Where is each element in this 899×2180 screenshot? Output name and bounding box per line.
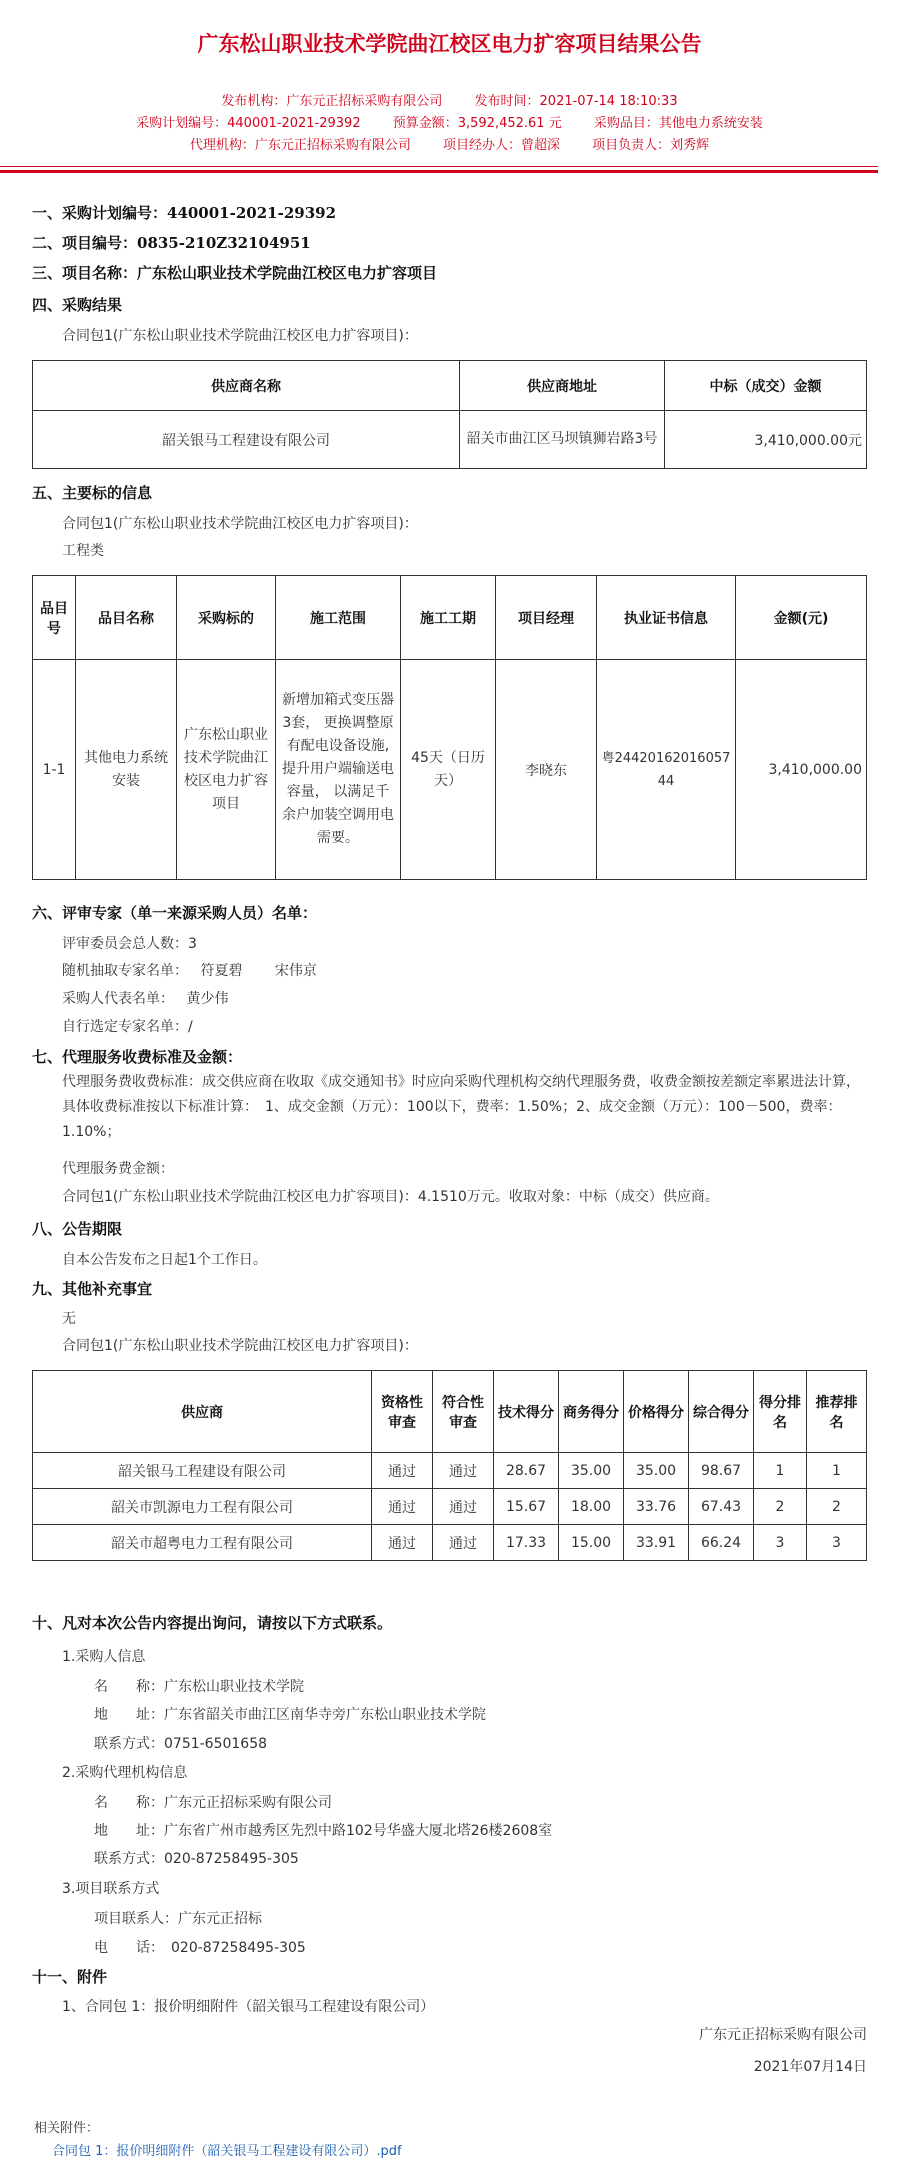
plan-number: 采购计划编号：440001-2021-29392 xyxy=(136,116,361,131)
buyer-info-title: 1.采购人信息 xyxy=(62,1649,146,1665)
cell-recommend-rank: 3 xyxy=(807,1525,867,1561)
cell-total: 67.43 xyxy=(689,1489,754,1525)
cell-item-name: 其他电力系统安装 xyxy=(76,660,177,880)
cell-total: 66.24 xyxy=(689,1525,754,1561)
cell-recommend-rank: 2 xyxy=(807,1489,867,1525)
cell-award-amount: 3,410,000.00元 xyxy=(665,411,867,469)
cell-procurement-subject: 广东松山职业技术学院曲江校区电力扩容项目 xyxy=(177,660,276,880)
th-total-score: 综合得分 xyxy=(689,1371,754,1453)
score-table xyxy=(32,1370,867,1561)
th-supplier-address: 供应商地址 xyxy=(460,361,665,411)
fee-amount: 合同包1(广东松山职业技术学院曲江校区电力扩容项目)：4.1510万元。收取对象：中标（成交）供应商。 xyxy=(62,1189,719,1205)
cell-technical: 28.67 xyxy=(494,1453,559,1489)
cell-supplier-name: 韶关银马工程建设有限公司 xyxy=(33,411,460,469)
section-other-heading: 九、其他补充事宜 xyxy=(32,1280,153,1298)
cell-project-manager: 李晓东 xyxy=(496,660,597,880)
cell-compliance: 通过 xyxy=(433,1489,494,1525)
cell-amount: 3,410,000.00 xyxy=(736,660,867,880)
other-none: 无 xyxy=(62,1311,76,1327)
cell-score-rank: 2 xyxy=(754,1489,807,1525)
th-award-amount: 中标（成交）金额 xyxy=(665,361,867,411)
section-period-heading: 八、公告期限 xyxy=(32,1220,123,1238)
th-construction-period: 施工工期 xyxy=(401,576,496,660)
section-plan-number: 一、采购计划编号：440001-2021-29392 xyxy=(32,204,337,222)
section-project-number: 二、项目编号：0835-210Z32104951 xyxy=(32,234,311,252)
buyer-rep-name: 黄少伟 xyxy=(186,991,229,1007)
table-row xyxy=(33,660,867,880)
th-technical-score: 技术得分 xyxy=(494,1371,559,1453)
th-compliance-review: 符合性审查 xyxy=(433,1371,494,1453)
th-amount: 金额(元) xyxy=(736,576,867,660)
th-business-score: 商务得分 xyxy=(559,1371,624,1453)
project-contact-person: 项目联系人：广东元正招标 xyxy=(94,1911,262,1927)
project-leader: 项目负责人：刘秀辉 xyxy=(592,138,710,153)
meta-row-2 xyxy=(0,112,899,131)
agent-phone: 联系方式：020-87258495-305 xyxy=(94,1851,299,1867)
project-manager: 项目经办人：曾超深 xyxy=(442,138,560,153)
agent-name: 名 称：广东元正招标采购有限公司 xyxy=(94,1795,332,1811)
score-table-header xyxy=(33,1371,867,1453)
meta-row-1 xyxy=(0,90,899,109)
section-project-name: 三、项目名称：广东松山职业技术学院曲江校区电力扩容项目 xyxy=(32,264,438,282)
cell-technical: 17.33 xyxy=(494,1525,559,1561)
cell-supplier: 韶关银马工程建设有限公司 xyxy=(33,1453,372,1489)
fee-amount-label: 代理服务费金额： xyxy=(62,1161,174,1177)
random-experts-row xyxy=(62,960,317,980)
th-score-rank: 得分排名 xyxy=(754,1371,807,1453)
section-result-heading: 四、采购结果 xyxy=(32,296,123,314)
cell-qualification: 通过 xyxy=(372,1525,433,1561)
cell-qualification: 通过 xyxy=(372,1453,433,1489)
result-table-header xyxy=(33,361,867,411)
th-recommend-rank: 推荐排名 xyxy=(807,1371,867,1453)
divider-thick xyxy=(0,170,878,173)
th-license-info: 执业证书信息 xyxy=(597,576,736,660)
project-contact-phone: 电 话： 020-87258495-305 xyxy=(94,1940,306,1956)
th-procurement-subject: 采购标的 xyxy=(177,576,276,660)
buyer-rep-label: 采购人代表名单： xyxy=(62,991,174,1007)
footer-company: 广东元正招标采购有限公司 xyxy=(699,2027,867,2043)
cell-supplier-address: 韶关市曲江区马坝镇狮岩路3号 xyxy=(460,411,665,469)
footer-date: 2021年07月14日 xyxy=(753,2059,867,2075)
cell-price: 33.91 xyxy=(624,1525,689,1561)
cell-technical: 15.67 xyxy=(494,1489,559,1525)
buyer-name: 名 称：广东松山职业技术学院 xyxy=(94,1679,304,1695)
section-fee-heading: 七、代理服务收费标准及金额： xyxy=(32,1048,243,1066)
cell-recommend-rank: 1 xyxy=(807,1453,867,1489)
subject-kind: 工程类 xyxy=(62,543,104,559)
score-package-label: 合同包1(广东松山职业技术学院曲江校区电力扩容项目)： xyxy=(62,1338,418,1354)
committee-total: 评审委员会总人数：3 xyxy=(62,936,197,952)
th-qualification-review: 资格性审查 xyxy=(372,1371,433,1453)
cell-compliance: 通过 xyxy=(433,1453,494,1489)
section-attachment-heading: 十一、附件 xyxy=(32,1968,108,1986)
cell-license-info: 粤2442016201605744 xyxy=(597,660,736,880)
cell-price: 33.76 xyxy=(624,1489,689,1525)
cell-item-number: 1-1 xyxy=(33,660,76,880)
section-experts-heading: 六、评审专家（单一来源采购人员）名单： xyxy=(32,904,318,922)
publish-time: 发布时间：2021-07-14 18:10:33 xyxy=(474,94,678,109)
fee-standard: 代理服务费收费标准：成交供应商在收取《成交通知书》时应向采购代理机构交纳代理服务费，收费金额按差额定率累进法计算，具体收费标准按以下标准计算： 1、成交金额（万元）：100以下，费率：1.50%；2、成交金额（万元）：100－500，费率：1.10%； xyxy=(62,1074,860,1140)
attachment-download-link[interactable]: 合同包 1：报价明细附件（韶关银马工程建设有限公司）.pdf xyxy=(52,2144,402,2159)
table-row xyxy=(33,1489,867,1525)
th-item-number: 品目号 xyxy=(33,576,76,660)
buyer-address: 地 址：广东省韶关市曲江区南华寺旁广东松山职业技术学院 xyxy=(94,1707,486,1723)
cell-score-rank: 3 xyxy=(754,1525,807,1561)
cell-supplier: 韶关市超粤电力工程有限公司 xyxy=(33,1525,372,1561)
cell-business: 18.00 xyxy=(559,1489,624,1525)
th-supplier: 供应商 xyxy=(33,1371,372,1453)
subject-table-header xyxy=(33,576,867,660)
divider-thin xyxy=(0,166,878,167)
procurement-category: 采购品目：其他电力系统安装 xyxy=(593,116,763,131)
cell-price: 35.00 xyxy=(624,1453,689,1489)
project-contact-title: 3.项目联系方式 xyxy=(62,1881,160,1897)
cell-construction-period: 45天（日历天） xyxy=(401,660,496,880)
related-attachments-label: 相关附件： xyxy=(34,2121,100,2136)
publisher: 发布机构：广东元正招标采购有限公司 xyxy=(221,94,443,109)
section-contact-heading: 十、凡对本次公告内容提出询问，请按以下方式联系。 xyxy=(32,1614,393,1632)
table-row xyxy=(33,1525,867,1561)
th-item-name: 品目名称 xyxy=(76,576,177,660)
self-selected-experts: 自行选定专家名单：/ xyxy=(62,1019,193,1035)
budget-amount: 预算金额：3,592,452.61 元 xyxy=(392,116,562,131)
subject-table xyxy=(32,575,867,880)
cell-compliance: 通过 xyxy=(433,1525,494,1561)
period-text: 自本公告发布之日起1个工作日。 xyxy=(62,1252,267,1268)
meta-row-3 xyxy=(0,134,899,153)
cell-business: 35.00 xyxy=(559,1453,624,1489)
section-subject-heading: 五、主要标的信息 xyxy=(32,484,153,502)
agency: 代理机构：广东元正招标采购有限公司 xyxy=(189,138,411,153)
subject-package-label: 合同包1(广东松山职业技术学院曲江校区电力扩容项目)： xyxy=(62,516,418,532)
random-experts-label: 随机抽取专家名单： xyxy=(62,963,188,979)
th-supplier-name: 供应商名称 xyxy=(33,361,460,411)
th-price-score: 价格得分 xyxy=(624,1371,689,1453)
page-title: 广东松山职业技术学院曲江校区电力扩容项目结果公告 xyxy=(197,32,702,56)
attachment-item: 1、合同包 1：报价明细附件（韶关银马工程建设有限公司） xyxy=(62,1999,435,2015)
agent-info-title: 2.采购代理机构信息 xyxy=(62,1765,188,1781)
result-table xyxy=(32,360,867,469)
result-package-label: 合同包1(广东松山职业技术学院曲江校区电力扩容项目)： xyxy=(62,328,418,344)
buyer-rep-row xyxy=(62,988,228,1008)
cell-score-rank: 1 xyxy=(754,1453,807,1489)
cell-construction-scope: 新增加箱式变压器3套， 更换调整原有配电设备设施,提升用户端输送电容量， 以满足千余户加装空调用电需要。 xyxy=(276,660,401,880)
expert-name: 符夏碧 xyxy=(200,963,243,979)
agent-address: 地 址：广东省广州市越秀区先烈中路102号华盛大厦北塔26楼2608室 xyxy=(94,1823,553,1839)
expert-name: 宋伟京 xyxy=(274,963,317,979)
table-row xyxy=(33,411,867,469)
th-project-manager: 项目经理 xyxy=(496,576,597,660)
th-construction-scope: 施工范围 xyxy=(276,576,401,660)
buyer-phone: 联系方式：0751-6501658 xyxy=(94,1736,268,1752)
cell-business: 15.00 xyxy=(559,1525,624,1561)
table-row xyxy=(33,1453,867,1489)
cell-supplier: 韶关市凯源电力工程有限公司 xyxy=(33,1489,372,1525)
cell-total: 98.67 xyxy=(689,1453,754,1489)
cell-qualification: 通过 xyxy=(372,1489,433,1525)
